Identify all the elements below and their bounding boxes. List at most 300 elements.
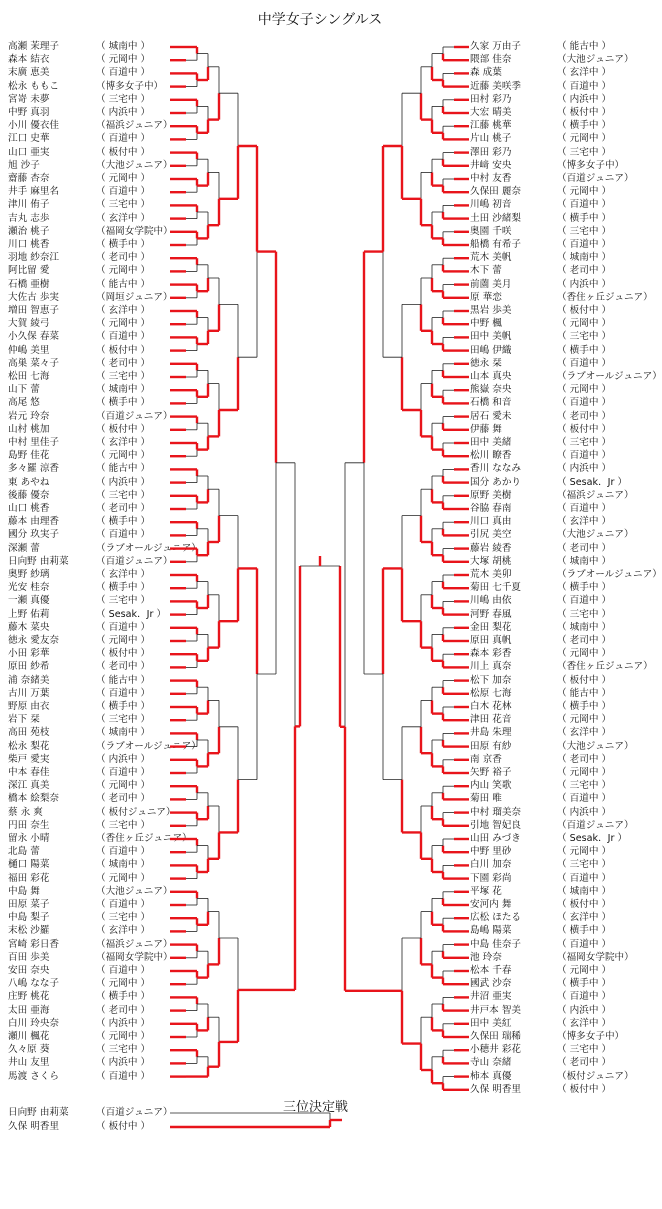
- player-name: 深瀬 蕾: [8, 542, 40, 554]
- player-club: （ 百道中 ）: [96, 133, 151, 145]
- player-club: （ 横手中 ）: [557, 701, 612, 712]
- player-club: （ 老司中 ）: [557, 635, 612, 646]
- player-club: （ 横手中 ）: [557, 212, 612, 224]
- player-name: 川上 真奈: [470, 661, 512, 673]
- player-club: （ 元岡中 ）: [96, 450, 151, 462]
- player-name: 松原 七海: [470, 687, 512, 699]
- player-club: （ 能古中 ）: [557, 41, 612, 52]
- player-club: （ 老司中 ）: [557, 542, 612, 554]
- player-name: 庄野 桃花: [8, 991, 50, 1003]
- player-club: （ 玄洋中 ）: [557, 516, 612, 528]
- player-name: 日向野 由莉菜: [8, 555, 69, 567]
- player-club: （ 三宅中 ）: [557, 331, 612, 343]
- player-name: 原田 紗希: [8, 661, 50, 673]
- player-name: 寺山 奈緒: [470, 1057, 512, 1069]
- player-name: 中島 佳奈子: [470, 938, 522, 950]
- player-name: 久々原 葵: [8, 1044, 50, 1056]
- player-name: 阿比留 愛: [8, 265, 50, 277]
- player-club: （ 板付ジュニア）: [96, 806, 176, 818]
- player-name: 川嶋 初音: [470, 199, 512, 211]
- player-club: （福浜ジュニア）: [557, 489, 634, 501]
- player-name: 黒岩 歩美: [470, 305, 512, 316]
- player-club: （ 能古中 ）: [96, 674, 151, 686]
- player-club: （ 百道中 ）: [96, 529, 151, 541]
- player-club: （福岡女学院中）: [96, 951, 173, 963]
- player-name: 平塚 花: [470, 885, 502, 897]
- player-club: （ 元岡中 ）: [96, 635, 151, 646]
- player-club: （ 元岡中 ）: [557, 965, 612, 976]
- player-name: 太田 亜海: [8, 1004, 50, 1016]
- player-name: 田中 美帆: [470, 331, 512, 343]
- player-name: 深江 真美: [8, 780, 50, 792]
- player-club: （ 板付中 ）: [96, 423, 151, 435]
- player-name: 田嶋 伊織: [470, 344, 512, 356]
- player-name: 仲嶋 美里: [8, 344, 50, 356]
- player-club: （岡垣ジュニア）: [96, 291, 173, 303]
- player-name: 北島 蕾: [8, 846, 40, 858]
- player-name: 東 あやね: [8, 476, 50, 488]
- player-club: （ 老司中 ）: [96, 793, 151, 805]
- player-club: （ 城南中 ）: [557, 621, 612, 633]
- player-club: （ 元岡中 ）: [557, 714, 612, 726]
- player-club: （ 横手中 ）: [96, 582, 151, 594]
- player-name: 吉丸 志歩: [8, 212, 50, 224]
- player-club: （ 三宅中 ）: [557, 437, 612, 448]
- player-name: 中野 楓: [470, 318, 502, 330]
- player-name: 奥園 千咲: [470, 225, 512, 237]
- player-club: （ 板付中 ）: [96, 1121, 151, 1132]
- player-club: （ 老司中 ）: [557, 265, 612, 277]
- player-name: 國武 沙奈: [470, 978, 512, 990]
- player-club: （ 三宅中 ）: [557, 146, 612, 158]
- player-name: 香川 ななみ: [470, 463, 522, 475]
- player-name: 中村 友香: [470, 173, 512, 184]
- player-name: 松永 ももこ: [8, 80, 60, 92]
- player-club: （ 百道中 ）: [557, 503, 612, 514]
- player-name: 浦 奈緒美: [8, 674, 50, 686]
- player-name: 井手 麻里名: [8, 186, 60, 198]
- player-name: 小田 彩華: [8, 648, 50, 660]
- player-name: 瀬川 楓花: [8, 1031, 50, 1042]
- player-name: 橋本 絵梨奈: [8, 793, 60, 805]
- player-club: （ 老司中 ）: [96, 503, 151, 514]
- player-club: （ 城南中 ）: [557, 555, 612, 567]
- player-club: （ 玄洋中 ）: [557, 912, 612, 924]
- player-name: 松川 瞭香: [470, 450, 512, 462]
- player-name: 菊田 唯: [470, 793, 502, 805]
- player-club: （ 板付中 ）: [557, 1083, 612, 1095]
- player-club: （ラブオールジュニア）: [557, 569, 662, 580]
- player-club: （ 三宅中 ）: [96, 1044, 151, 1056]
- player-club: （大池ジュニア）: [557, 529, 634, 541]
- player-club: （ 三宅中 ）: [557, 780, 612, 792]
- player-club: （ 板付中 ）: [557, 423, 612, 435]
- player-name: 森 成葉: [470, 67, 502, 79]
- player-name: 徳永 愛友奈: [8, 635, 60, 646]
- player-club: （ 玄洋中 ）: [96, 305, 151, 316]
- player-club: （ 百道中 ）: [96, 965, 151, 976]
- player-name: 中島 舞: [8, 885, 40, 897]
- player-club: （ 板付中 ）: [557, 107, 612, 118]
- player-club: （ 内浜中 ）: [96, 1017, 151, 1029]
- player-name: 大塚 胡桃: [470, 555, 512, 567]
- player-name: 樋口 陽菜: [8, 859, 50, 871]
- player-name: 大佐古 歩実: [8, 291, 60, 303]
- player-name: 山村 桃加: [8, 423, 50, 435]
- player-name: 引地 智妃良: [470, 819, 522, 831]
- player-club: （ 元岡中 ）: [96, 872, 151, 884]
- player-club: （ 百道中 ）: [557, 199, 612, 211]
- player-name: 馬渡 さくら: [8, 1070, 60, 1082]
- player-name: 宮崎 彩日香: [8, 938, 60, 950]
- player-club: （ 内浜中 ）: [96, 476, 151, 488]
- player-name: 井沼 亜実: [470, 991, 512, 1003]
- player-club: （ 元岡中 ）: [96, 978, 151, 990]
- player-name: 島野 佳花: [8, 450, 50, 462]
- player-name: 原田 真帆: [470, 635, 512, 646]
- player-club: （百道ジュニア）: [96, 555, 173, 567]
- player-name: 藤木 菜央: [8, 621, 50, 633]
- player-club: （ 玄洋中 ）: [96, 569, 151, 580]
- player-name: 福田 彩花: [8, 872, 50, 884]
- player-club: （香住ヶ丘ジュニア）: [557, 291, 653, 303]
- player-name: 徳永 栞: [470, 357, 502, 369]
- player-club: （ 内浜中 ）: [557, 463, 612, 475]
- player-club: （ 百道中 ）: [557, 991, 612, 1003]
- player-club: （ 玄洋中 ）: [96, 212, 151, 224]
- page-title: 中学女子シングルス: [257, 12, 383, 28]
- player-club: （福浜ジュニア）: [96, 938, 173, 950]
- player-club: （ 百道中 ）: [557, 595, 612, 607]
- player-name: 旭 沙子: [8, 159, 40, 171]
- player-club: （ 城南中 ）: [557, 885, 612, 897]
- player-name: 羽地 紗奈江: [8, 252, 60, 264]
- player-name: 奥野 紗璃: [8, 569, 50, 580]
- player-name: 伊藤 舞: [470, 423, 502, 435]
- player-name: 後藤 優奈: [8, 489, 50, 501]
- player-club: （ Sesak．Jr ）: [96, 608, 167, 620]
- player-club: （ 百道中 ）: [96, 767, 151, 778]
- player-name: 澤田 彩乃: [470, 146, 512, 158]
- player-name: 久保田 麗奈: [470, 186, 522, 198]
- player-name: 山田 みづき: [470, 833, 521, 844]
- player-name: 谷脇 春南: [470, 503, 512, 514]
- player-name: 八嶋 なな子: [8, 978, 60, 990]
- player-club: （ Sesak．Jr ）: [557, 833, 628, 844]
- player-name: 石橋 亜樹: [8, 278, 50, 290]
- player-name: 久保 明香里: [8, 1121, 60, 1132]
- player-club: （ 百道中 ）: [557, 357, 612, 369]
- player-club: （ 百道中 ）: [557, 872, 612, 884]
- player-club: （ 内浜中 ）: [96, 1057, 151, 1069]
- player-name: 安河内 舞: [470, 899, 512, 910]
- player-name: 藤岩 綾香: [470, 542, 512, 554]
- player-name: 増田 智恵子: [8, 305, 60, 316]
- player-name: 瀬治 桃子: [8, 225, 50, 237]
- player-club: （ 内浜中 ）: [96, 107, 151, 118]
- player-club: （ 玄洋中 ）: [96, 925, 151, 937]
- player-club: （百道ジュニア）: [96, 1107, 173, 1118]
- player-name: 岩元 玲奈: [8, 410, 50, 422]
- player-name: 川口 桃香: [8, 239, 50, 250]
- player-name: 河野 春風: [470, 608, 512, 620]
- player-club: （ 城南中 ）: [96, 727, 151, 739]
- player-name: 日向野 由莉菜: [8, 1107, 69, 1118]
- player-name: 野原 由衣: [8, 701, 50, 712]
- player-name: 南 京香: [470, 753, 502, 765]
- player-club: （ 元岡中 ）: [96, 318, 151, 330]
- player-club: （ 元岡中 ）: [96, 173, 151, 184]
- player-club: （ 能古中 ）: [557, 687, 612, 699]
- player-club: （ Sesak．Jr ）: [557, 476, 628, 488]
- player-club: （ 元岡中 ）: [96, 54, 151, 66]
- player-name: 高瀬 茉理子: [8, 41, 60, 52]
- player-club: （ 百道中 ）: [96, 899, 151, 910]
- player-club: （百道ジュニア）: [557, 819, 634, 831]
- player-club: （ 百道中 ）: [96, 67, 151, 79]
- player-club: （ 百道中 ）: [557, 80, 612, 92]
- player-name: 柴戸 愛実: [8, 753, 50, 765]
- player-name: 山本 真央: [470, 371, 512, 382]
- player-name: 井島 朱理: [470, 727, 512, 739]
- player-club: （ 城南中 ）: [96, 384, 151, 396]
- player-club: （ 内浜中 ）: [557, 1004, 612, 1016]
- player-name: 山下 蕾: [8, 384, 40, 396]
- player-club: （福岡女学院中）: [96, 225, 173, 237]
- player-name: 中野 里砂: [470, 846, 512, 858]
- player-club: （ 三宅中 ）: [96, 912, 151, 924]
- player-name: 久家 万由子: [470, 41, 522, 52]
- player-club: （ 老司中 ）: [96, 252, 151, 264]
- player-club: （板付ジュニア）: [557, 1070, 634, 1082]
- player-name: 蔡 永 爽: [8, 806, 43, 818]
- player-club: （香住ヶ丘ジュニア）: [557, 661, 653, 673]
- player-club: （大池ジュニア）: [557, 54, 634, 66]
- player-club: （福浜ジュニア）: [96, 120, 173, 132]
- player-name: 安田 奈央: [8, 965, 50, 976]
- player-club: （ 元岡中 ）: [96, 780, 151, 792]
- player-club: （ 元岡中 ）: [557, 384, 612, 396]
- player-club: （ 元岡中 ）: [557, 767, 612, 778]
- player-name: 高尾 悠: [8, 397, 40, 409]
- player-club: （ラブオールジュニア）: [96, 740, 201, 752]
- player-club: （大池ジュニア）: [96, 159, 173, 171]
- player-name: 白木 花林: [470, 701, 512, 712]
- player-club: （博多女子中）: [557, 159, 625, 171]
- player-club: （ 板付中 ）: [96, 146, 151, 158]
- player-name: 松永 梨花: [8, 740, 50, 752]
- player-name: 江藤 桃華: [470, 120, 512, 132]
- player-name: 井﨑 安央: [470, 159, 512, 171]
- player-name: 古川 万葉: [8, 687, 50, 699]
- player-club: （ 元岡中 ）: [557, 186, 612, 198]
- player-club: （ 玄洋中 ）: [96, 437, 151, 448]
- player-name: 川嶋 由依: [470, 595, 512, 607]
- player-club: （博多女子中）: [96, 80, 164, 92]
- player-name: 池 玲奈: [470, 951, 502, 963]
- player-club: （ 三宅中 ）: [557, 608, 612, 620]
- player-club: （ 玄洋中 ）: [557, 67, 612, 79]
- player-name: 広松 ほたる: [470, 912, 522, 924]
- player-name: 白川 玲央奈: [8, 1017, 60, 1029]
- player-club: （ 横手中 ）: [96, 397, 151, 409]
- player-name: 土田 沙緒梨: [470, 212, 522, 224]
- player-name: 一瀬 真優: [8, 595, 50, 607]
- player-club: （ラブオールジュニア）: [96, 542, 201, 554]
- player-name: 片山 桃子: [470, 133, 512, 145]
- player-name: 光安 桂奈: [8, 582, 50, 594]
- player-club: （ 横手中 ）: [557, 120, 612, 132]
- player-name: 矢野 裕子: [470, 767, 512, 778]
- player-name: 田村 彩乃: [470, 93, 512, 105]
- player-club: （ 老司中 ）: [96, 1004, 151, 1016]
- player-name: 川口 真由: [470, 516, 512, 528]
- player-club: （ 三宅中 ）: [96, 93, 151, 105]
- player-name: 上野 佑莉: [8, 608, 50, 620]
- player-name: 松田 七海: [8, 371, 50, 382]
- player-club: （大池ジュニア）: [96, 885, 173, 897]
- player-club: （ 横手中 ）: [96, 701, 151, 712]
- player-name: 百田 歩美: [8, 951, 50, 963]
- player-club: （ 元岡中 ）: [557, 133, 612, 145]
- player-club: （ 百道中 ）: [557, 793, 612, 805]
- player-club: （ラブオールジュニア）: [557, 371, 662, 382]
- player-name: 中村 瑠美奈: [470, 806, 522, 818]
- player-name: 国分 あかり: [470, 476, 522, 488]
- player-name: 隈部 佳奈: [470, 54, 512, 66]
- player-name: 國分 玖実子: [8, 529, 60, 541]
- player-name: 森本 結衣: [8, 54, 50, 66]
- player-club: （ 老司中 ）: [557, 410, 612, 422]
- player-club: （ 老司中 ）: [96, 661, 151, 673]
- player-name: 小川 優衣佳: [8, 120, 60, 132]
- player-name: 中野 真羽: [8, 107, 50, 118]
- player-club: （ 百道中 ）: [557, 397, 612, 409]
- player-club: （ 百道中 ）: [96, 621, 151, 633]
- player-club: （ 老司中 ）: [557, 1057, 612, 1069]
- player-name: 末廣 恵美: [8, 67, 50, 79]
- player-name: 久保 明香里: [470, 1083, 522, 1095]
- player-club: （ 板付中 ）: [557, 305, 612, 316]
- player-club: （ 内浜中 ）: [96, 753, 151, 765]
- player-club: （ 三宅中 ）: [557, 225, 612, 237]
- player-name: 引尻 美空: [470, 529, 512, 541]
- player-club: （ 百道中 ）: [96, 1070, 151, 1082]
- player-club: （博多女子中）: [557, 1031, 625, 1042]
- player-name: 山口 桃香: [8, 503, 50, 514]
- player-name: 前薗 美月: [470, 278, 512, 290]
- player-club: （ 百道中 ）: [557, 239, 612, 250]
- player-club: （ 百道中 ）: [557, 450, 612, 462]
- player-club: （ 城南中 ）: [96, 859, 151, 871]
- player-club: （ 老司中 ）: [557, 753, 612, 765]
- player-name: 末松 沙羅: [8, 925, 50, 937]
- player-club: （ 城南中 ）: [96, 41, 151, 52]
- player-club: （ 三宅中 ）: [96, 371, 151, 382]
- player-name: 齋藤 杏奈: [8, 173, 50, 184]
- player-club: （ 板付中 ）: [557, 674, 612, 686]
- player-name: 円田 奈生: [8, 819, 50, 831]
- player-name: 内山 笑歌: [470, 780, 512, 792]
- player-name: 下園 彩尚: [470, 872, 512, 884]
- player-name: 原野 美樹: [470, 489, 512, 501]
- player-club: （ 城南中 ）: [557, 252, 612, 264]
- player-name: 金田 梨花: [470, 621, 512, 633]
- player-name: 松本 千春: [470, 965, 512, 976]
- player-name: 小久保 春菜: [8, 331, 60, 343]
- player-club: （ 三宅中 ）: [96, 819, 151, 831]
- player-name: 居石 愛未: [470, 410, 512, 422]
- player-club: （ 百道中 ）: [96, 846, 151, 858]
- player-club: （ 元岡中 ）: [557, 648, 612, 660]
- player-name: 大賀 綾弓: [8, 318, 50, 330]
- player-club: （ 百道中 ）: [96, 186, 151, 198]
- player-name: 荒木 美帆: [470, 252, 512, 264]
- player-club: （ 三宅中 ）: [557, 1044, 612, 1056]
- player-name: 田中 美紅: [470, 1017, 512, 1029]
- player-club: （ 元岡中 ）: [557, 846, 612, 858]
- player-name: 白川 加奈: [470, 859, 512, 871]
- player-club: （ 三宅中 ）: [96, 595, 151, 607]
- player-name: 中村 里佳子: [8, 437, 60, 448]
- player-club: （ 三宅中 ）: [96, 714, 151, 726]
- player-name: 山口 亜実: [8, 146, 50, 158]
- player-name: 船橋 有希子: [470, 239, 522, 250]
- player-club: （ 百道中 ）: [557, 938, 612, 950]
- player-club: （百道ジュニア）: [557, 173, 634, 184]
- player-club: （ 玄洋中 ）: [557, 727, 612, 739]
- player-name: 近藤 美咲季: [470, 80, 522, 92]
- player-club: （ 内浜中 ）: [557, 278, 612, 290]
- player-club: （ 元岡中 ）: [96, 1031, 151, 1042]
- player-name: 高巣 菜々子: [8, 357, 60, 369]
- player-name: 多々羅 涼香: [8, 463, 60, 475]
- player-name: 中島 梨子: [8, 912, 50, 924]
- player-club: （福岡女学院中）: [557, 951, 634, 963]
- player-name: 津田 花音: [470, 714, 512, 726]
- player-club: （ 板付中 ）: [96, 344, 151, 356]
- player-name: 田原 菜子: [8, 899, 50, 910]
- player-club: （ 能古中 ）: [96, 278, 151, 290]
- player-club: （大池ジュニア）: [557, 740, 634, 752]
- player-club: （ 能古中 ）: [96, 463, 151, 475]
- player-club: （ 横手中 ）: [557, 978, 612, 990]
- player-name: 岩下 栞: [8, 714, 40, 726]
- player-name: 津川 侑子: [8, 199, 50, 211]
- player-club: （香住ヶ丘ジュニア）: [96, 833, 192, 844]
- player-club: （ 元岡中 ）: [96, 265, 151, 277]
- player-club: （ 横手中 ）: [96, 991, 151, 1003]
- player-name: 大宏 晴美: [470, 107, 512, 118]
- player-club: （ 横手中 ）: [96, 239, 151, 250]
- player-name: 田原 有紗: [470, 740, 512, 752]
- player-club: （ 元岡中 ）: [557, 318, 612, 330]
- third-place-label: 三位決定戦: [283, 1100, 349, 1115]
- player-club: （ 横手中 ）: [557, 582, 612, 594]
- player-name: 菊田 七千夏: [470, 582, 522, 594]
- player-name: 熊嶽 奈央: [470, 384, 512, 396]
- player-name: 久保田 瑞稀: [470, 1031, 522, 1042]
- player-club: （ 三宅中 ）: [96, 489, 151, 501]
- player-name: 石橋 和音: [470, 397, 512, 409]
- player-club: （ 横手中 ）: [557, 344, 612, 356]
- player-name: 中本 春佳: [8, 767, 50, 778]
- player-club: （ 百道中 ）: [96, 331, 151, 343]
- player-club: （ 内浜中 ）: [557, 93, 612, 105]
- player-club: （ 玄洋中 ）: [557, 1017, 612, 1029]
- player-name: 島嶋 陽菜: [470, 925, 512, 937]
- player-name: 原 華恋: [470, 291, 502, 303]
